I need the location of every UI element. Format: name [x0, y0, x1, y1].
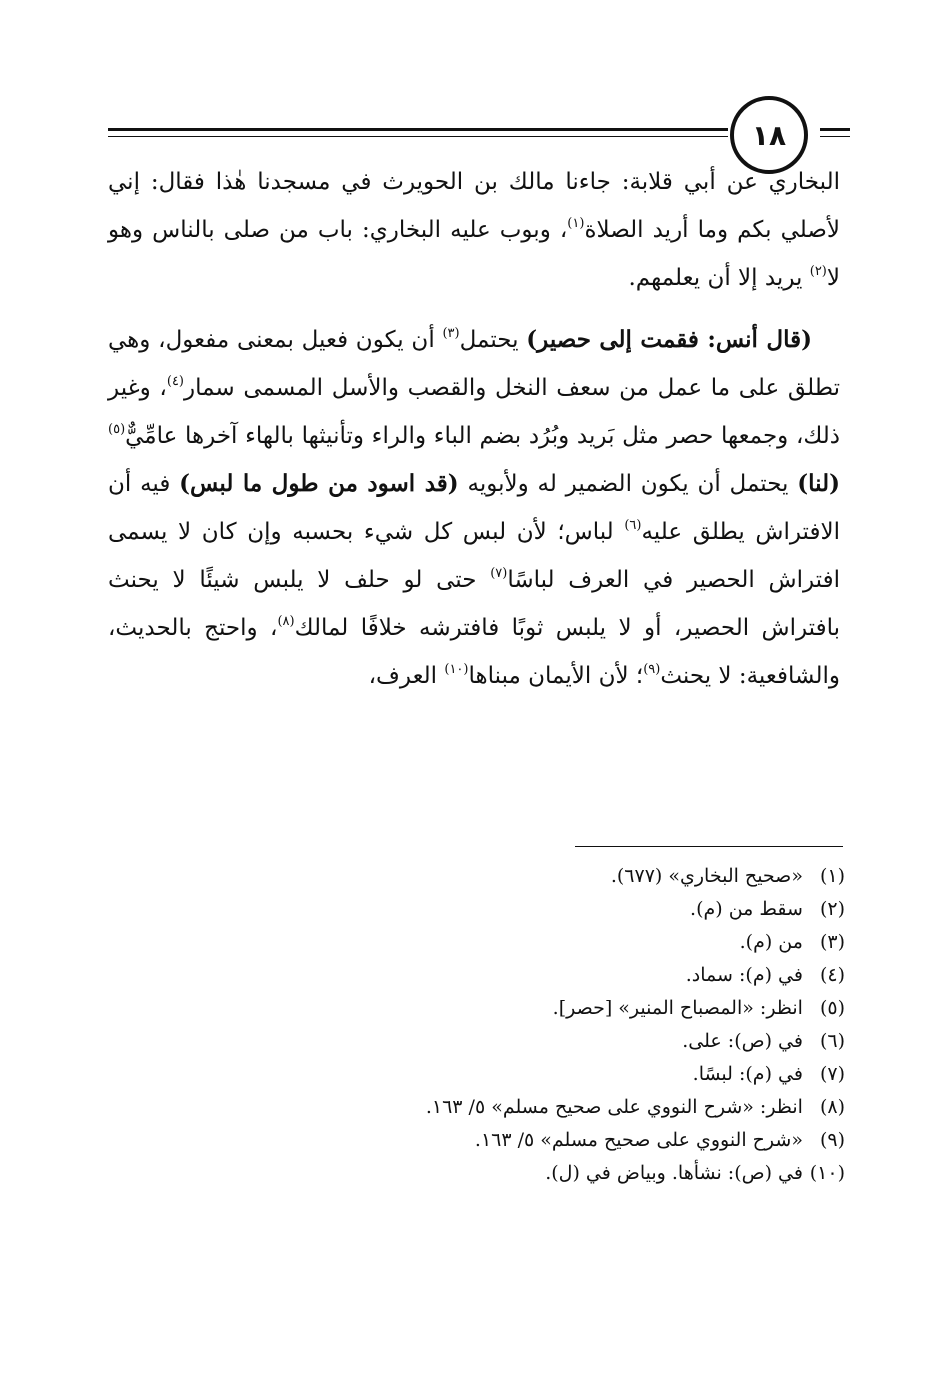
- main-text: [108, 158, 840, 700]
- text-run: أن يكون فعيل بمعنى مفعول، وهي تطلق على ما عمل من سعف النخل والقصب والأسل المسمى سمار: [108, 327, 840, 401]
- header-rule-thick: [108, 128, 728, 131]
- footnote: [300, 992, 845, 1025]
- footnote-text: سقط من (م).: [690, 898, 803, 920]
- footnote-ref-7[interactable]: (٧): [490, 566, 508, 581]
- footnote-text: انظر: «شرح النووي على صحيح مسلم» ٥/ ١٦٣.: [425, 1096, 803, 1118]
- text-run: فيه أن الافتراش يطلق عليه: [108, 471, 840, 545]
- footnote-text: من (م).: [739, 931, 803, 953]
- footnotes: [300, 860, 845, 1190]
- header-rule-thin-right: [820, 136, 850, 137]
- text-run: يحتمل: [459, 327, 527, 353]
- bold-quote: (قد اسود من طول ما لبس): [179, 470, 459, 497]
- text-run: لباس؛ لأن لبس كل شيء بحسبه وإن كان لا يسمى افتراش الحصير في العرف لباسًا: [108, 519, 840, 593]
- footnote-text: «شرح النووي على صحيح مسلم» ٥/ ١٦٣.: [474, 1129, 803, 1151]
- footnote-ref-2[interactable]: (٢): [809, 264, 827, 279]
- footnote: [300, 926, 845, 959]
- footnote-ref-9[interactable]: (٩): [643, 662, 661, 677]
- text-run: يريد إلا أن يعلمهم.: [628, 265, 810, 291]
- text-run: ، وغير ذلك، وجمعها حصر مثل بَريد وبُرُد بضم الباء والراء وتأنيثها بالهاء آخرها عامِّيٌّ: [108, 375, 840, 449]
- bold-quote: (لنا): [797, 470, 841, 497]
- text-run: ، واحتج بالحديث، والشافعية: لا يحنث: [108, 615, 840, 689]
- footnote-number: (٨): [819, 1096, 845, 1118]
- footnote-number: (٥): [819, 997, 845, 1019]
- footnote: [300, 1025, 845, 1058]
- footnote-ref-6[interactable]: (٦): [624, 518, 642, 533]
- header-rule-thick-right: [820, 128, 850, 131]
- footnote: [300, 1058, 845, 1091]
- text-run: العرف،: [368, 663, 445, 689]
- footnote-number: (١٠): [809, 1162, 845, 1184]
- footnote-ref-3[interactable]: (٣): [442, 326, 460, 341]
- footnote-separator: [575, 846, 843, 847]
- header-rule-thin: [108, 136, 728, 137]
- footnote: [300, 860, 845, 893]
- footnote-text: «صحيح البخاري» (٦٧٧).: [610, 865, 803, 887]
- paragraph-2: [108, 316, 840, 700]
- footnote-ref-5[interactable]: (٥): [108, 422, 126, 437]
- footnote-number: (٧): [819, 1063, 845, 1085]
- text-run: حتى لو حلف لا يلبس شيئًا لا يحنث بافتراش الحصير، أو لا يلبس ثوبًا فافترشه خلافًا لمالك: [108, 567, 840, 641]
- footnote: [300, 959, 845, 992]
- page-number: ١٨: [730, 96, 808, 174]
- footnote: [300, 1157, 845, 1190]
- footnote-number: (٢): [819, 898, 845, 920]
- footnote-ref-1[interactable]: (١): [567, 216, 585, 231]
- footnote-number: (٩): [819, 1129, 845, 1151]
- footnote: [300, 1124, 845, 1157]
- footnote-ref-4[interactable]: (٤): [166, 374, 184, 389]
- text-run: ، وبوب عليه البخاري: باب من صلى بالناس وهو لا: [108, 217, 840, 291]
- footnote: [300, 893, 845, 926]
- footnote: [300, 1091, 845, 1124]
- text-run: يحتمل أن يكون الضمير له ولأبويه: [458, 471, 798, 497]
- bold-quote: (قال أنس: فقمت إلى حصير): [526, 326, 812, 353]
- footnote-text: انظر: «المصباح المنير» [حصر].: [552, 997, 803, 1019]
- footnote-number: (١): [819, 865, 845, 887]
- footnote-text: في (ص): نشأها. وبياض في (ل).: [545, 1162, 803, 1184]
- text-run: ؛ لأن الأيمان مبناها: [468, 663, 644, 689]
- paragraph-1: [108, 158, 840, 302]
- footnote-number: (٣): [819, 931, 845, 953]
- text-run: البخاري عن أبي قلابة: جاءنا مالك بن الحويرث في مسجدنا هٰذا فقال: إني لأصلي بكم وما أريد الصلاة: [108, 169, 840, 243]
- footnote-text: في (م): سماد.: [685, 964, 803, 986]
- footnote-text: في (م): لبسًا.: [692, 1063, 803, 1085]
- footnote-ref-10[interactable]: (١٠): [444, 662, 469, 677]
- footnote-number: (٤): [819, 964, 845, 986]
- footnote-ref-8[interactable]: (٨): [277, 614, 295, 629]
- footnote-text: في (ص): على.: [682, 1030, 803, 1052]
- footnote-number: (٦): [819, 1030, 845, 1052]
